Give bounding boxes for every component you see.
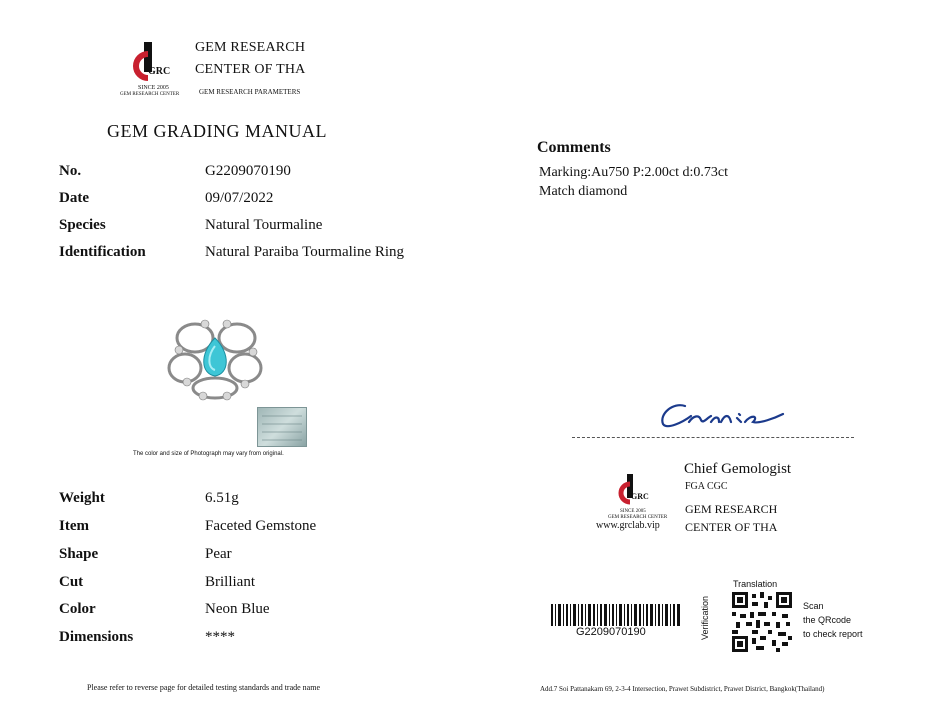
- field-value-item: Faceted Gemstone: [205, 518, 317, 534]
- company-name-line1: GEM RESEARCH: [195, 40, 306, 55]
- logo-letters: GRC: [148, 66, 171, 77]
- handwritten-signature-icon: [655, 388, 795, 432]
- field-value-color: Neon Blue: [205, 601, 270, 617]
- photo-note: The color and size of Photograph may vary from original.: [133, 451, 284, 457]
- signature: [655, 388, 795, 432]
- field-label-species: Species: [59, 217, 106, 233]
- field-value-cut: Brilliant: [205, 574, 255, 590]
- comments-heading: Comments: [537, 139, 611, 156]
- barcode: [551, 604, 681, 626]
- website: www.grclab.vip: [596, 520, 660, 531]
- logo-center: GEM RESEARCH CENTER: [120, 92, 180, 97]
- qr-code-icon: [732, 592, 792, 652]
- field-value-species: Natural Tourmaline: [205, 217, 323, 233]
- field-label-color: Color: [59, 601, 96, 617]
- scan-line3: to check report: [803, 629, 863, 639]
- signer-credentials: FGA CGC: [685, 481, 728, 492]
- signature-line: [572, 437, 854, 438]
- hologram-seal: [257, 407, 307, 447]
- field-label-no: No.: [59, 163, 82, 179]
- signer-org-line1: GEM RESEARCH: [685, 502, 778, 516]
- signature-logo: [607, 472, 657, 512]
- field-value-identification: Natural Paraiba Tourmaline Ring: [205, 244, 405, 260]
- field-value-shape: Pear: [205, 546, 232, 562]
- field-label-identification: Identification: [59, 244, 146, 260]
- comments-line2: Match diamond: [539, 184, 628, 199]
- signer-org-line2: CENTER OF THA: [685, 520, 778, 534]
- barcode-icon: [551, 604, 681, 626]
- ring-photo: [165, 316, 265, 402]
- barcode-number: G2209070190: [576, 626, 646, 638]
- field-value-date: 09/07/2022: [205, 190, 274, 206]
- scan-line1: Scan: [803, 601, 824, 611]
- signer-title: Chief Gemologist: [684, 461, 792, 477]
- seal-pattern-icon: [258, 408, 306, 446]
- signature-logo-letters: GRC: [631, 492, 649, 501]
- company-name-line2: CENTER OF THA: [195, 62, 306, 77]
- address: Add.7 Soi Pattanakarn 69, 2-3-4 Intersection, Prawet Subdistrict, Prawet District, Bangkok(Thailand): [540, 685, 825, 693]
- field-label-cut: Cut: [59, 574, 84, 590]
- translation-label: Translation: [733, 579, 778, 589]
- signature-logo-since: SINCE 2005: [620, 509, 646, 514]
- footer-note: Please refer to reverse page for detailed testing standards and trade name: [87, 683, 321, 692]
- field-label-dimensions: Dimensions: [59, 629, 134, 645]
- field-value-dimensions: ****: [205, 629, 235, 645]
- logo-since: SINCE 2005: [138, 85, 169, 91]
- qr-code[interactable]: [732, 592, 792, 652]
- field-label-item: Item: [59, 518, 89, 534]
- field-label-shape: Shape: [59, 546, 99, 562]
- field-value-weight: 6.51g: [205, 490, 239, 506]
- scan-line2: the QRcode: [803, 615, 852, 625]
- company-subtitle: GEM RESEARCH PARAMETERS: [199, 88, 301, 96]
- comments-line1: Marking:Au750 P:2.00ct d:0.73ct: [539, 165, 728, 180]
- field-label-weight: Weight: [59, 490, 105, 506]
- grc-logo-icon: [118, 40, 184, 88]
- field-label-date: Date: [59, 190, 89, 206]
- ring-image-icon: [165, 316, 265, 402]
- field-value-no: G2209070190: [205, 163, 291, 179]
- verification-label: Verification: [700, 595, 710, 640]
- document-title: GEM GRADING MANUAL: [107, 121, 327, 141]
- signature-logo-center: GEM RESEARCH CENTER: [608, 515, 668, 520]
